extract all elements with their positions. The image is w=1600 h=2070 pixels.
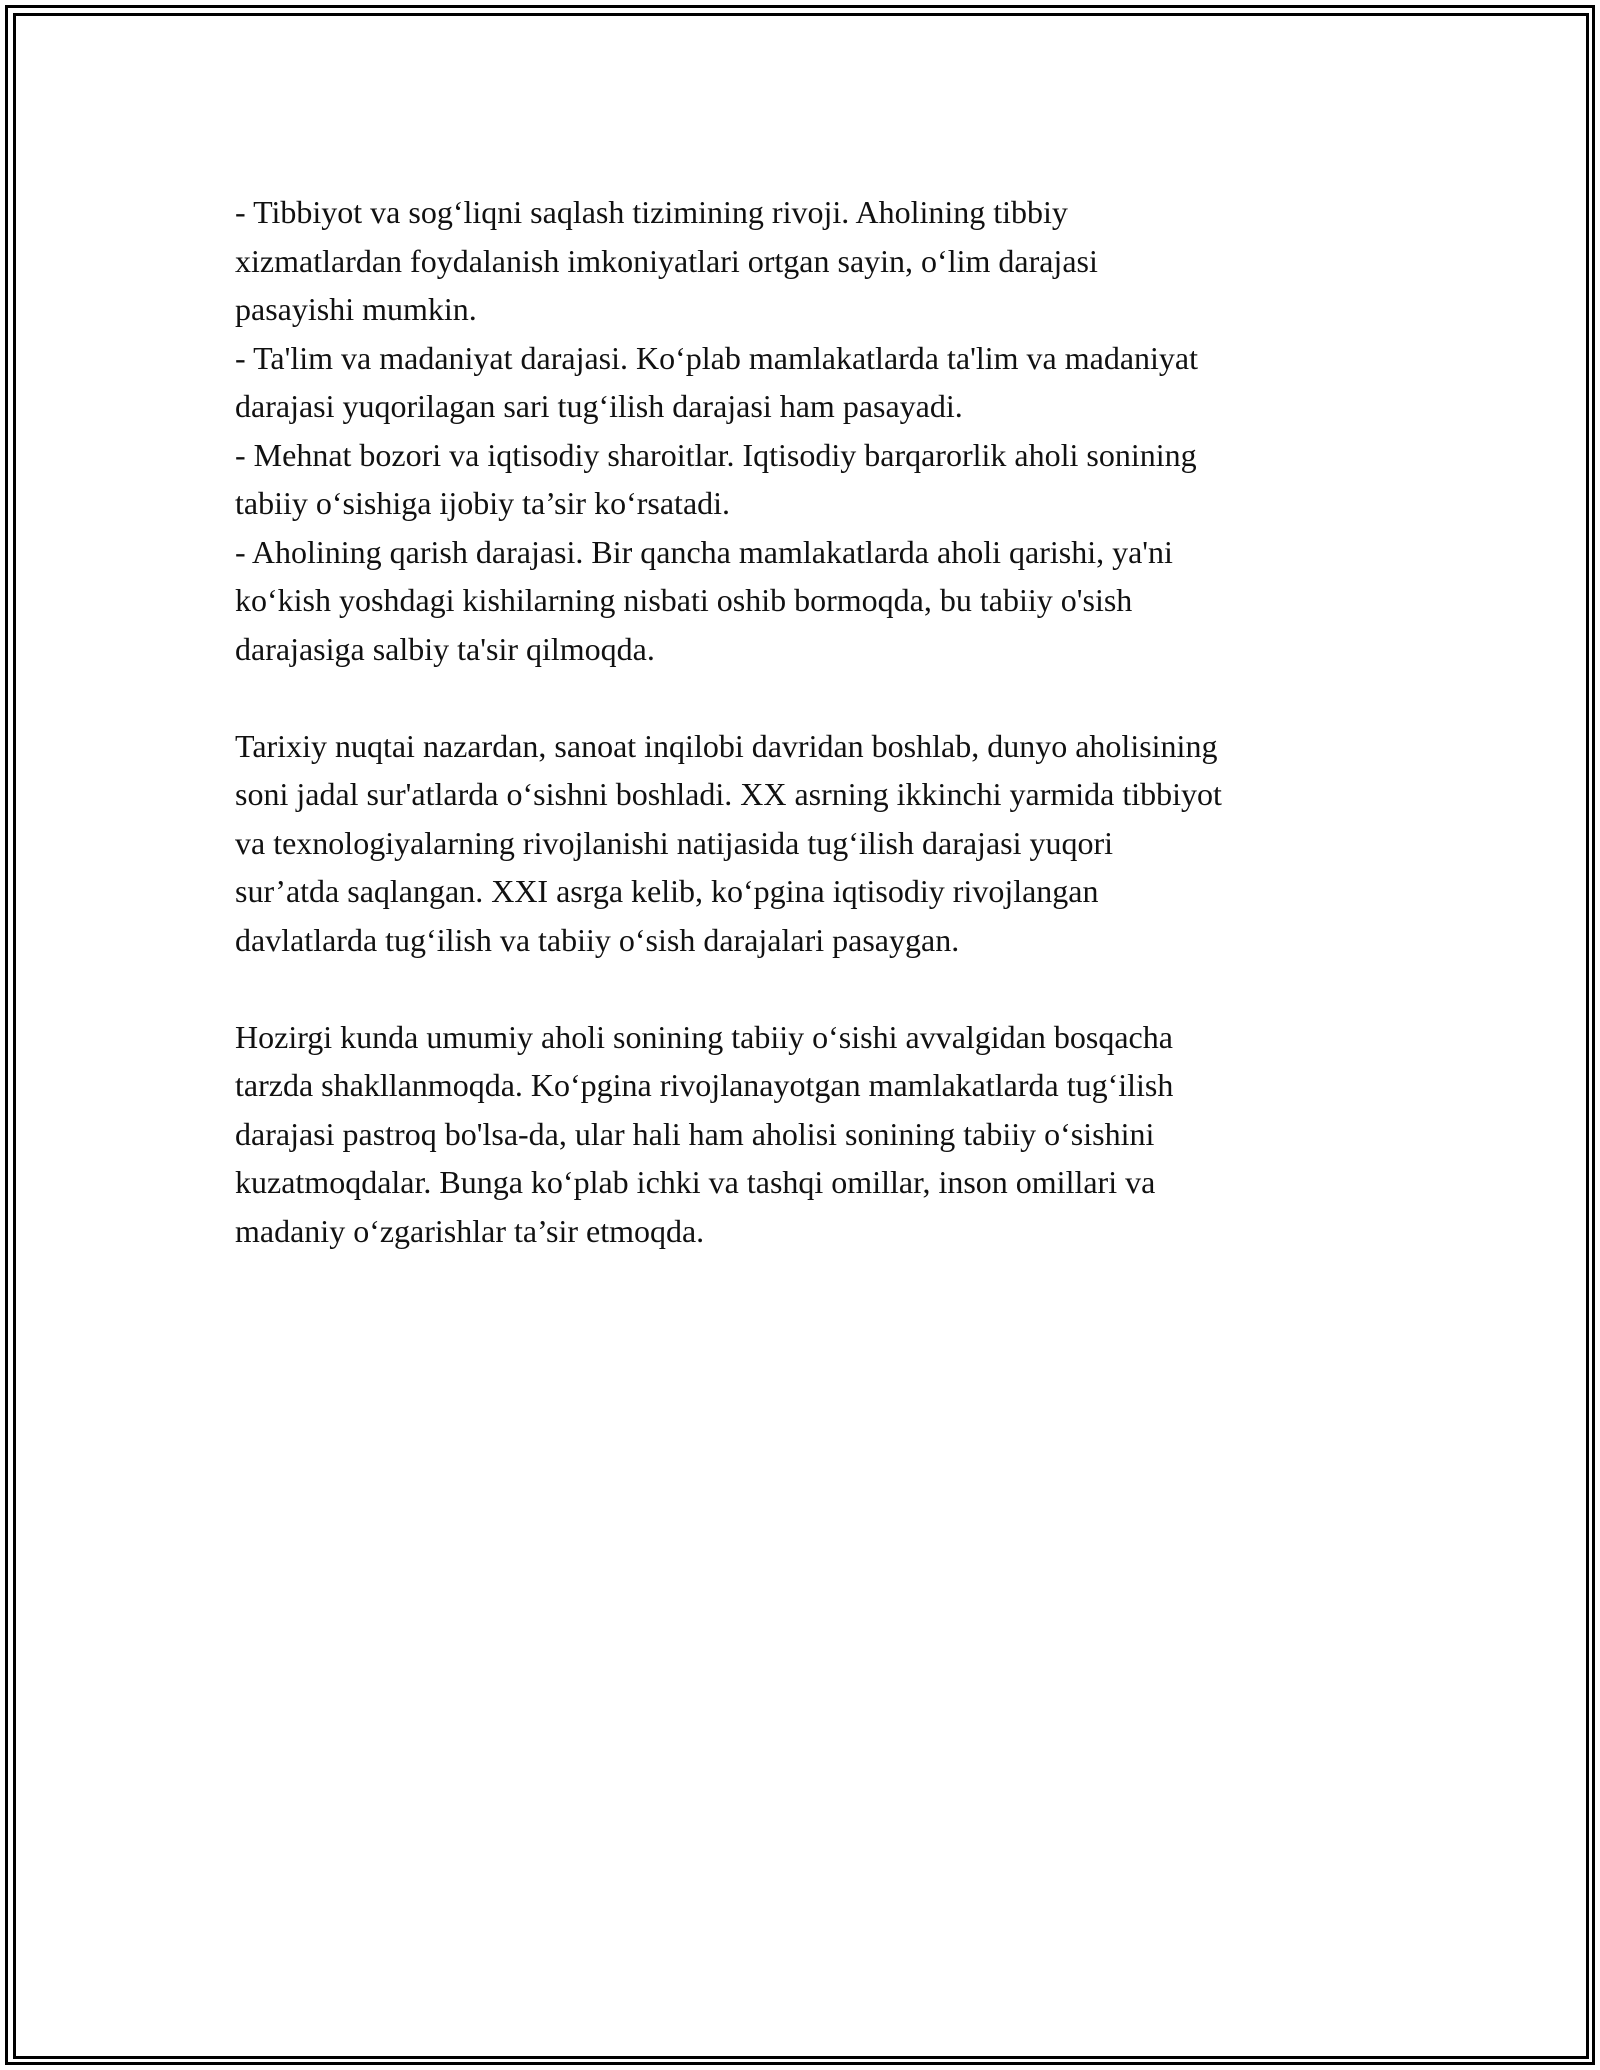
bullet-item-labor-market bbox=[235, 431, 1385, 528]
paragraph-spacer bbox=[235, 964, 1385, 1013]
text-line: - Mehnat bozori va iqtisodiy sharoitlar. Iqtisodiy barqarorlik aholi sonining bbox=[235, 436, 1197, 473]
paragraph-history bbox=[235, 722, 1385, 965]
text-line: davlatlarda tug‘ilish va tabiiy o‘sish darajalari pasaygan. bbox=[235, 921, 960, 958]
text-line: va texnologiyalarning rivojlanishi natijasida tug‘ilish darajasi yuqori bbox=[235, 824, 1114, 861]
bullet-item-healthcare bbox=[235, 188, 1385, 334]
bullet-item-aging bbox=[235, 528, 1385, 674]
text-line: tabiiy o‘sishiga ijobiy ta’sir ko‘rsatadi. bbox=[235, 485, 731, 521]
text-line: darajasi yuqorilagan sari tug‘ilish darajasi ham pasayadi. bbox=[235, 388, 963, 424]
text-line: Tarixiy nuqtai nazardan, sanoat inqilobi davridan boshlab, dunyo aholisining bbox=[235, 727, 1218, 764]
text-line: - Aholining qarish darajasi. Bir qancha mamlakatlarda aholi qarishi, ya'ni bbox=[235, 533, 1173, 570]
text-line: Hozirgi kunda umumiy aholi sonining tabiiy o‘sishi avvalgidan bosqacha bbox=[235, 1018, 1173, 1055]
text-line: darajasiga salbiy ta'sir qilmoqda. bbox=[235, 630, 655, 667]
text-line: xizmatlardan foydalanish imkoniyatlari ortgan sayin, o‘lim darajasi bbox=[235, 242, 1098, 279]
bullet-item-education bbox=[235, 334, 1385, 431]
text-line: ko‘kish yoshdagi kishilarning nisbati oshib bormoqda, bu tabiiy o'sish bbox=[235, 582, 1133, 618]
paragraph-current bbox=[235, 1013, 1385, 1256]
text-line: soni jadal sur'atlarda o‘sishni boshladi. XX asrning ikkinchi yarmida tibbiyot bbox=[235, 776, 1222, 812]
text-line: pasayishi mumkin. bbox=[235, 291, 477, 327]
text-line: - Tibbiyot va sog‘liqni saqlash tizimining rivoji. Aholining tibbiy bbox=[235, 194, 1068, 230]
text-line: kuzatmoqdalar. Bunga ko‘plab ichki va tashqi omillar, inson omillari va bbox=[235, 1164, 1156, 1200]
text-line: - Ta'lim va madaniyat darajasi. Ko‘plab mamlakatlarda ta'lim va madaniyat bbox=[235, 339, 1199, 376]
paragraph-spacer bbox=[235, 673, 1385, 722]
text-line: sur’atda saqlangan. XXI asrga kelib, ko‘pgina iqtisodiy rivojlangan bbox=[235, 873, 1099, 909]
text-line: tarzda shakllanmoqda. Ko‘pgina rivojlanayotgan mamlakatlarda tug‘ilish bbox=[235, 1067, 1174, 1103]
text-line: darajasi pastroq bo'lsa-da, ular hali ham aholisi sonining tabiiy o‘sishini bbox=[235, 1115, 1155, 1152]
text-line: madaniy o‘zgarishlar ta’sir etmoqda. bbox=[235, 1212, 705, 1249]
document-body bbox=[235, 188, 1385, 1255]
